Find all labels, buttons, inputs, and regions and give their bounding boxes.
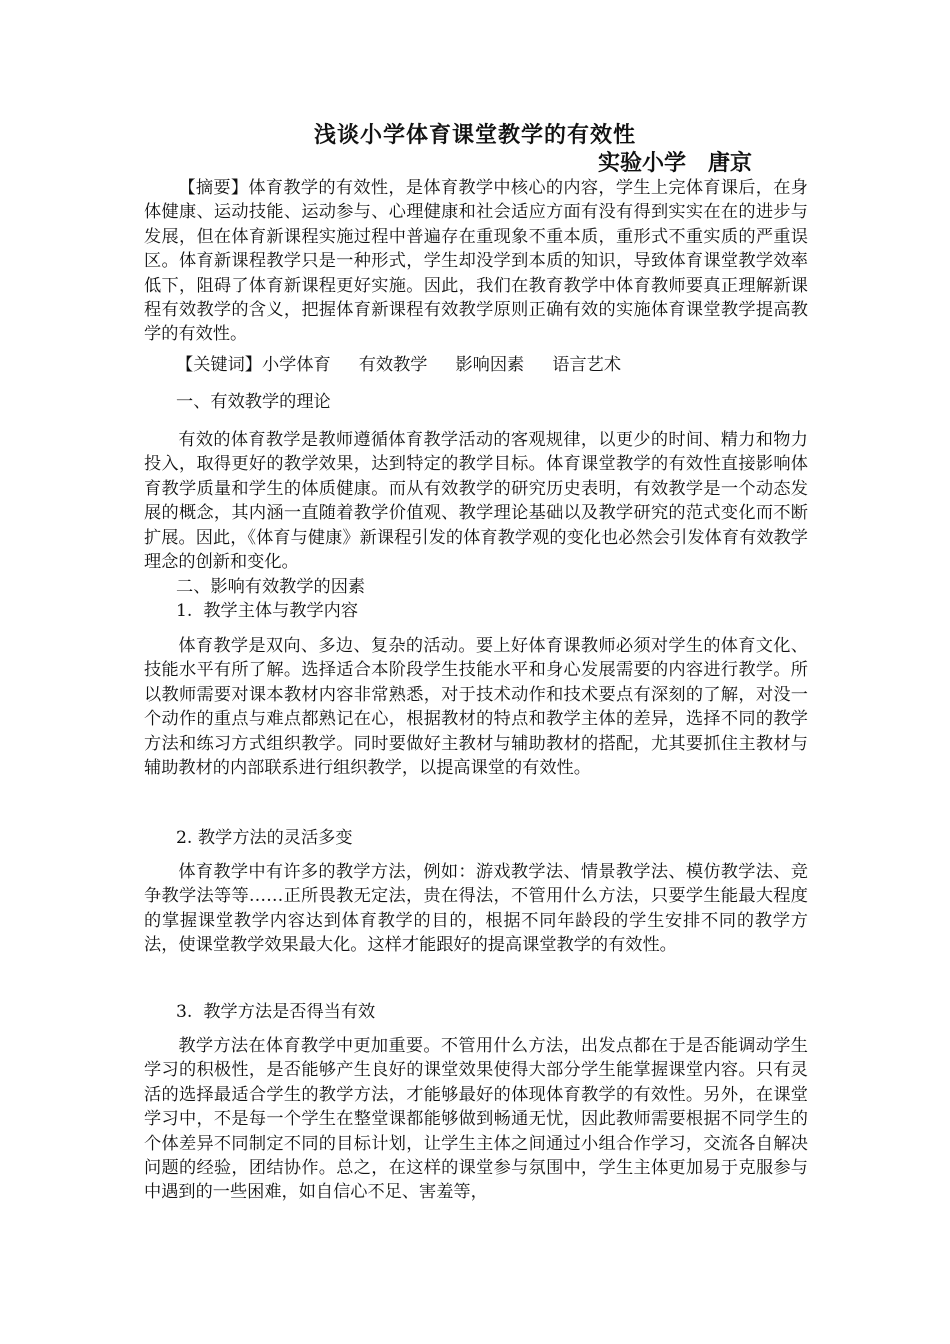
subsection-2-1-paragraph: 体育教学是双向、多边、复杂的活动。要上好体育课教师必须对学生的体育文化、技能水平有所了解。选择适合本阶段学生技能水平和身心发展需要的内容进行教学。所以教师需要对课本教材内容非常熟悉，对于技术动作和技术要点有深刻的了解，对没一个动作的重点与难点都熟记在心，根据教材的特点和教学主体的差异，选择不同的教学方法和练习方式组织教学。同时要做好主教材与辅助教材的搭配，尤其要抓住主教材与辅助教材的内部联系进行组织教学，以提高课堂的有效性。	[144, 636, 808, 779]
abstract-paragraph: 【摘要】体育教学的有效性，是体育教学中核心的内容，学生上完体育课后，在身体健康、运动技能、运动参与、心理健康和社会适应方面有没有得到实实在在的进步与发展，但在体育新课程实施过程中普遍存在重现象不重本质，重形式不重实质的严重误区。体育新课程教学只是一种形式，学生却没学到本质的知识，导致体育课堂教学效率低下，阻碍了体育新课程更好实施。因此，我们在教育教学中体育教师要真正理解新课程有效教学的含义，把握体育新课程有效教学原则正确有效的实施体育课堂教学提高教学的有效性。	[144, 178, 808, 345]
keywords-label: 【关键词】	[176, 355, 262, 375]
keyword-item: 影响因素	[455, 355, 525, 375]
keyword-item: 语言艺术	[552, 355, 622, 375]
section-1-paragraph: 有效的体育教学是教师遵循体育教学活动的客观规律，以更少的时间、精力和物力投入，取得更好的教学效果，达到特定的教学目标。体育课堂教学的有效性直接影响体育教学质量和学生的体质健康。而从有效教学的研究历史表明，有效教学是一个动态发展的概念，其内涵一直随着教学价值观、教学理论基础以及教学研究的范式变化而不断扩展。因此，《体育与健康》新课程引发的体育教学观的变化也必然会引发体育有效教学理念的创新和变化。	[144, 430, 808, 573]
document-title: 浅谈小学体育课堂教学的有效性	[313, 123, 636, 148]
author-line: 实验小学 唐京	[598, 151, 753, 176]
keywords-line	[176, 353, 649, 377]
keyword-item: 有效教学	[358, 355, 428, 375]
section-heading-1: 一、有效教学的理论	[176, 392, 331, 412]
subsection-2-2-paragraph: 体育教学中有许多的教学方法，例如：游戏教学法、情景教学法、模仿教学法、竞争教学法等等……正所畏教无定法，贵在得法，不管用什么方法，只要学生能最大程度的掌握课堂教学内容达到体育教学的目的，根据不同年龄段的学生安排不同的教学方法，使课堂教学效果最大化。这样才能跟好的提高课堂教学的有效性。	[144, 862, 808, 956]
keyword-item: 小学体育	[261, 355, 331, 375]
subsection-heading-2-1: 1. 教学主体与教学内容	[176, 601, 359, 621]
section-heading-2: 二、影响有效教学的因素	[176, 577, 366, 597]
subsection-heading-2-3: 3. 教学方法是否得当有效	[176, 1002, 376, 1022]
subsection-2-3-paragraph: 教学方法在体育教学中更加重要。不管用什么方法，出发点都在于是否能调动学生学习的积极性，是否能够产生良好的课堂效果使得大部分学生能掌握课堂内容。只有灵活的选择最适合学生的教学方法，才能够最好的体现体育教学的有效性。另外，在课堂学习中，不是每一个学生在整堂课都能够做到畅通无忧，因此教师需要根据不同学生的个体差异不同制定不同的目标计划，让学生主体之间通过小组合作学习，交流各自解决问题的经验，团结协作。总之，在这样的课堂参与氛围中，学生主体更加易于克服参与中遇到的一些困难，如自信心不足、害羞等，	[144, 1036, 808, 1203]
subsection-heading-2-2: 2. 教学方法的灵活多变	[176, 828, 353, 848]
